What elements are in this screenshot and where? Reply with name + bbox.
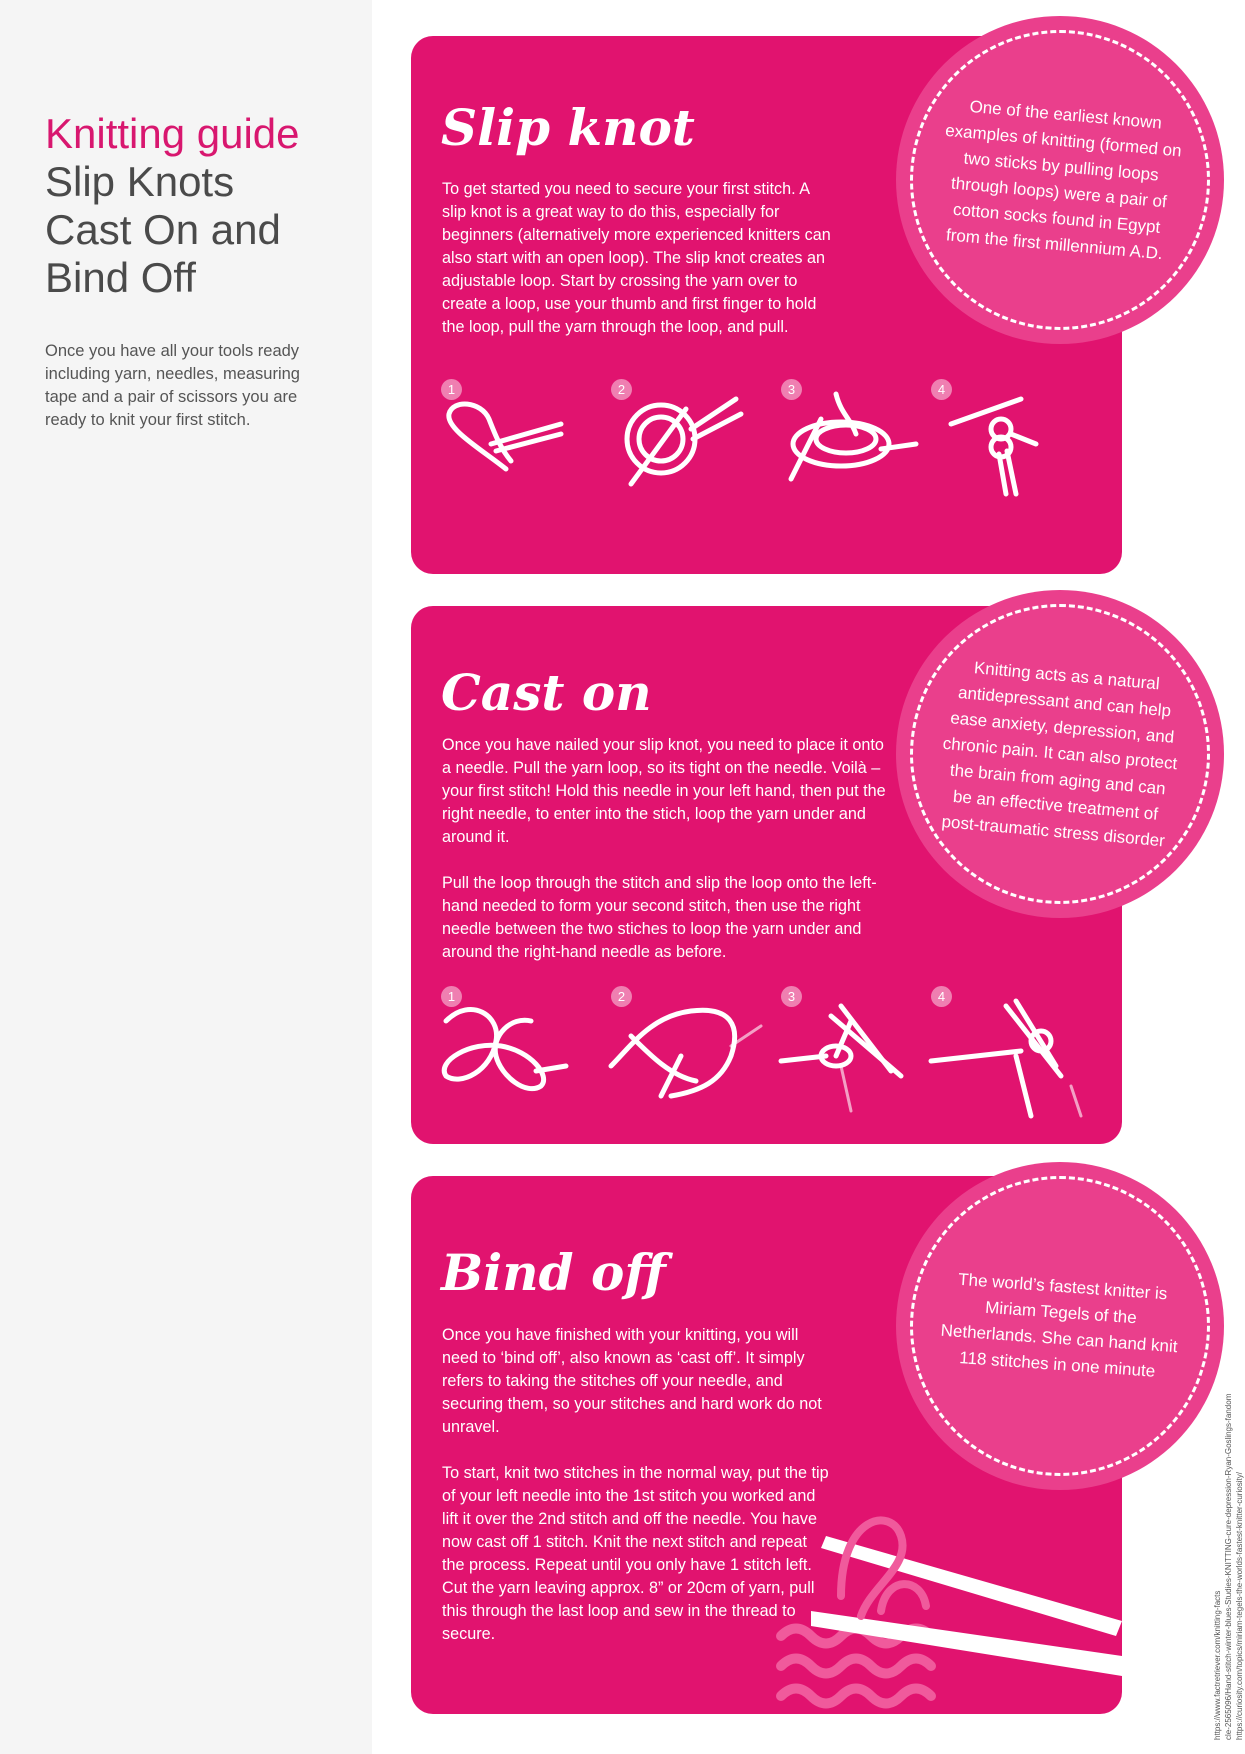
guide-title-line: Bind Off [45,254,196,301]
cast-on-loop-icon [441,996,581,1106]
fact-circle [896,16,1224,344]
intro-text: Once you have all your tools ready including yarn, needles, measuring tape and a pair of scissors you are ready to knit your first stitch. [45,342,300,429]
slip-knot-loop-icon [441,389,571,489]
section-paragraph: Pull the loop through the stitch and slip the loop onto the left-hand needed to form your second stitch, then use the right needle between the two stiches to loop the yarn under and around the right-hand needle as before. [442,874,877,961]
step-illustrations [441,986,1101,1106]
guide-title-line: Slip Knots [45,158,235,205]
fact-text: One of the earliest known examples of knitting (formed on two sticks by pulling loops through loops) were a pair of cotton socks found in Egypt from the first millennium A.D. [944,96,1183,264]
knitting-needles-illustration [811,1476,1122,1714]
fact-text: Knitting acts as a natural antidepressant and can help ease anxiety, depression, and chronic pain. It can also protect the brain from aging and can be an effective treatment of post-traumatic stress disorder [940,658,1179,851]
sources-list [1212,1080,1245,1740]
cast-on-twist-icon [611,996,771,1116]
fact-text: The world’s fastest knitter is Miriam Tegels of the Netherlands. She can hand knit 118 stitches in one minute [940,1269,1179,1381]
section-paragraph: Once you have nailed your slip knot, you need to place it onto a needle. Pull the yarn loop, so its tight on the needle. Voilà – your first stitch! Hold this needle in your left hand, then put the right needle, to enter into the stich, loop the yarn under and around it. [442,736,886,846]
step-1 [441,379,591,499]
step-number: 3 [781,986,802,1007]
step-number: 2 [611,379,632,400]
source-link[interactable]: cle-2565096/Hand-stitch-winter-blues-Studies-KNITTING-cure-depression-Ryan-Goslings-fandom [1224,1393,1233,1740]
guide-title-line: Cast On and [45,206,281,253]
section-paragraph: To start, knit two stitches in the normal way, put the tip of your left needle into the 1st stitch you worked and lift it over the 2nd stitch and off the needle. You have now cast off 1 stitch. Knit the next stitch and repeat the process. Repeat until you only have 1 stitch left. Cut the yarn leaving approx. 8” or 20cm of yarn, pull this through the last loop and sew in the thread to secure. [442,1464,829,1643]
guide-title-accent: Knitting guide [45,110,300,157]
step-number: 1 [441,379,462,400]
section-body [442,734,892,987]
guide-title [45,110,300,302]
sidebar [0,0,372,1754]
step-number: 4 [931,379,952,400]
cast-on-needle-icon [781,996,931,1126]
slip-knot-twist-icon [611,389,746,489]
section-body [442,1324,832,1669]
step-number: 4 [931,986,952,1007]
step-4 [931,986,1081,1106]
source-link[interactable]: https://www.factretriever.com/knitting-facts [1213,1590,1222,1740]
section-paragraph: To get started you need to secure your first stitch. A slip knot is a great way to do this, especially for beginners (alternatively more experienced knitters can also start with an open loop). The slip knot creates an adjustable loop. Start by crossing the yarn over to create a loop, use your thumb and first finger to hold the loop, pull the yarn through the loop, and pull. [442,180,831,336]
step-2 [611,986,761,1106]
step-3 [781,986,931,1106]
step-1 [441,986,591,1106]
fact-circle [896,1162,1224,1490]
section-title: Cast on [441,663,652,722]
step-number: 2 [611,986,632,1007]
step-2 [611,379,761,499]
source-link[interactable]: https://curiosity.com/topics/miriam-tegels-the-worlds-fastest-knitter-curiosity/ [1235,1472,1244,1740]
step-illustrations [441,379,1101,499]
section-body [442,178,837,362]
step-3 [781,379,931,499]
step-number: 3 [781,379,802,400]
section-title: Bind off [441,1243,666,1302]
slip-knot-needle-icon [781,389,921,489]
step-4 [931,379,1081,499]
fact-circle [896,590,1224,918]
section-title: Slip knot [441,98,695,157]
section-paragraph: Once you have finished with your knitting, you will need to ‘bind off’, also known as ‘cast off’. It simply refers to taking the stitches off your needle, and securing them, so your stitches and hard work do not unravel. [442,1326,822,1436]
cast-on-stitch-icon [931,996,1091,1126]
step-number: 1 [441,986,462,1007]
slip-knot-tight-icon [931,389,1051,499]
